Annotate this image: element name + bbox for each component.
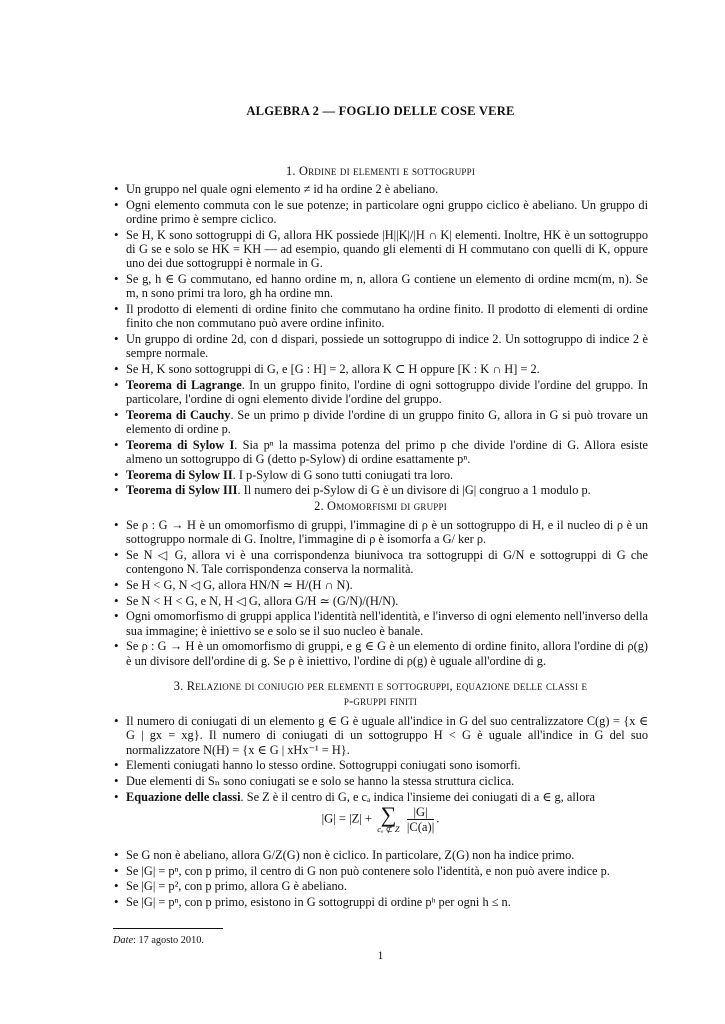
list-item: • Se ρ : G → H è un omomorfismo di gruppi, l'immagine di ρ è un sottogruppo di H, e il nucleo di ρ è un sottogruppo normale di G. Inoltre, l'immagine di ρ è isomorfa a G/ ker ρ. [113,518,648,547]
section-3-list-a [113,714,648,805]
footnote [113,935,204,946]
list-item: • Se H < G, N ◁ G, allora HN/N ≃ H/(H ∩ N). [113,578,648,592]
sigma-symbol: ∑ [380,802,397,827]
list-item: • Se g, h ∈ G commutano, ed hanno ordine m, n, allora G contiene un elemento di ordine mcm(m, n). Se m, n sono primi tra loro, gh ha ordine mn. [113,272,648,301]
section-2-heading: 2. Omomorfismi di gruppi [314,499,447,513]
list-item: • Elementi coniugati hanno lo stesso ordine. Sottogruppi coniugati sono isomorfi. [113,758,648,772]
list-item [113,408,648,437]
list-item: • Un gruppo nel quale ogni elemento ≠ id ha ordine 2 è abeliano. [113,182,648,196]
section-3-list-b [113,848,648,911]
list-item: • Se ρ : G → H è un omomorfismo di gruppi, e g ∈ G è un elemento di ordine finito, allora l'ordine di ρ(g) è un divisore dell'ordine di g. Se ρ è iniettivo, l'ordine di ρ(g) è uguale all'ordine di g. [113,639,648,668]
theorem-name: Teorema di Sylow II [126,467,233,482]
list-item: • Se H, K sono sottogruppi di G, e [G : H] = 2, allora K ⊂ H oppure [K : K ∩ H] = 2. [113,362,648,376]
theorem-name: Teorema di Cauchy [126,407,231,422]
footnote-rule [113,928,223,929]
sum-subscript: cₐ ⊄ Z [377,824,400,834]
item-text: . Sia pⁿ la massima potenza del primo p che divide l'ordine di G. Allora esiste almeno un sottogruppo di G (detto p-Sylow) di ordine esattamente pⁿ. [126,437,648,466]
item-text: . In un gruppo finito, l'ordine di ogni sottogruppo divide l'ordine del gruppo. In particolare, l'ordine di ogni elemento divide l'ordine del gruppo. [126,377,648,406]
list-item: • Ogni omomorfismo di gruppi applica l'identità nell'identità, e l'inverso di ogni elemento nell'inverso della sua immagine; è iniettivo se e solo se il suo nucleo è banale. [113,609,648,638]
footnote-label: Date [113,935,134,946]
theorem-name: Equazione delle classi [126,789,241,804]
item-text: . Se Z è il centro di G, e cₐ indica l'insieme dei coniugati di a ∈ g, allora [240,789,595,804]
list-item [113,438,648,467]
list-item: • Due elementi di Sₙ sono coniugati se e solo se hanno la stessa struttura ciclica. [113,774,648,788]
class-equation-fraction [407,805,434,834]
class-equation [113,802,648,834]
fraction-numerator: |G| [407,805,434,820]
list-item: • Il prodotto di elementi di ordine finito che commutano ha ordine finito. Il prodotto di elementi di ordine finito che non commutano può avere ordine infinito. [113,302,648,331]
section-1-heading: 1. Ordine di elementi e sottogruppi [285,164,476,178]
class-equation-tail: . [436,811,440,826]
section-3-heading-line2: p-gruppi finiti [343,694,418,708]
theorem-name: Teorema di Lagrange [126,377,242,392]
class-equation-lhs: |G| = |Z| + [321,811,373,826]
item-text: . Il numero dei p-Sylow di G è un divisore di |G| congruo a 1 modulo p. [237,483,591,498]
list-item [113,378,648,407]
list-item: • Se N ◁ G, allora vi è una corrispondenza biunivoca tra sottogruppi di G/N e sottogruppi di G che contengono N. Tale corrispondenza conserva la normalità. [113,548,648,577]
list-item: • Se H, K sono sottogruppi di G, allora HK possiede |H||K|/|H ∩ K| elementi. Inoltre, HK è un sottogruppo di G se e solo se HK = KH — ad esempio, quando gli elementi di H commutano con quelli di K, oppure uno dei due sottogruppi è normale in G. [113,228,648,271]
list-item [113,468,648,482]
list-item: • Ogni elemento commuta con le sue potenze; in particolare ogni gruppo ciclico è abeliano. Un gruppo di ordine primo è sempre ciclico. [113,198,648,227]
list-item: • Se |G| = p², con p primo, allora G è abeliano. [113,879,648,893]
section-3-heading-line1: 3. Relazione di coniugio per elementi e sottogruppi, equazione delle classi e [173,679,588,693]
section-1-list [113,182,648,499]
item-text: . Se un primo p divide l'ordine di un gruppo finito G, allora in G si può trovare un elemento di ordine p. [126,407,648,436]
section-2-list [113,518,648,669]
list-item: • Un gruppo di ordine 2d, con d dispari, possiede un sottogruppo di indice 2. Un sottogruppo di indice 2 è sempre normale. [113,332,648,361]
list-item: • Se |G| = pⁿ, con p primo, il centro di G non può contenere solo l'identità, e non può avere indice p. [113,864,648,878]
item-text: . I p-Sylow di G sono tutti coniugati tra loro. [232,467,454,482]
list-item: • Se |G| = pⁿ, con p primo, esistono in G sottogruppi di ordine pʰ per ogni h ≤ n. [113,895,648,909]
sum-operator [377,802,400,834]
list-item [113,483,648,497]
document-title: ALGEBRA 2 — FOGLIO DELLE COSE VERE [246,104,515,118]
theorem-name: Teorema di Sylow I [126,437,235,452]
list-item: • Se G non è abeliano, allora G/Z(G) non è ciclico. In particolare, Z(G) non ha indice primo. [113,848,648,862]
theorem-name: Teorema di Sylow III [126,483,238,498]
list-item: • Se N < H < G, e N, H ◁ G, allora G/H ≃ (G/N)/(H/N). [113,594,648,608]
list-item: • Il numero di coniugati di un elemento g ∈ G è uguale all'indice in G del suo centralizzatore C(g) = {x ∈ G | gx = xg}. Il numero di coniugati di un sottogruppo H < G è uguale all'indice in G del suo normalizzatore N(H) = {x ∈ G | xHx⁻¹ = H}. [113,714,648,757]
page-number: 1 [377,950,384,962]
fraction-denominator: |C(a)| [406,820,435,834]
footnote-text: : 17 agosto 2010. [133,935,204,946]
